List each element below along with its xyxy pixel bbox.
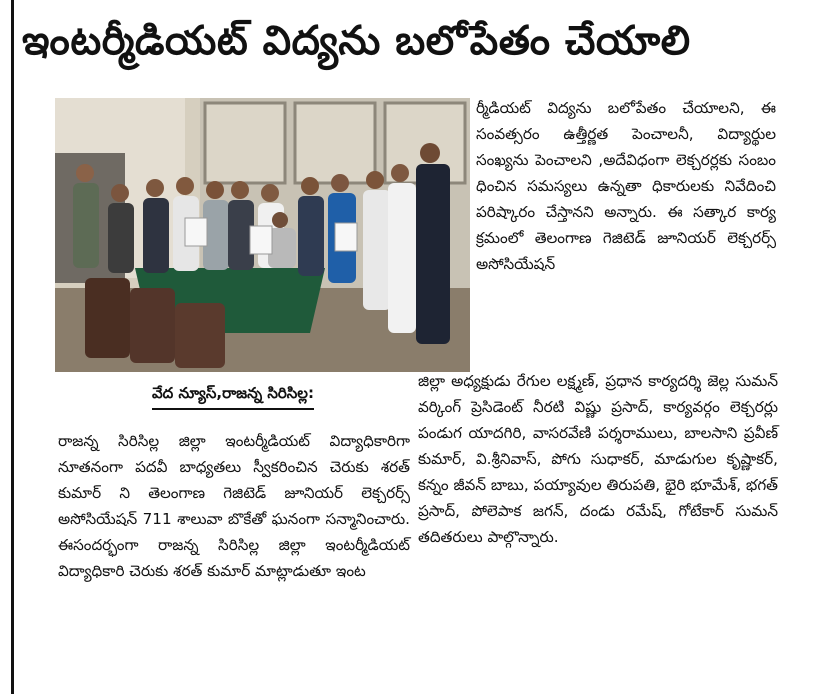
body-text-left: రాజన్న సిరిసిల్ల జిల్లా ఇంటర్మీడియట్ విద్యాధికారిగా నూతనంగా పదవీ బాధ్యతలు స్వీకరించిన చెరుకు శరత్ కుమార్ ని తెలంగాణ గెజిటెడ్ జూనియర్ లెక్చరర్స్ అసోసియేషన్ 711 శాలువా బొకేతో ఘనంగా సన్మానించారు. ఈసందర్భంగా రాజన్న సిరిసిల్ల జిల్లా ఇంటర్మీడియట్ విద్యాధికారి చెరుకు శరత్ కుమార్ మాట్లాడుతూ ఇంట: [58, 432, 410, 580]
article-photo: [55, 98, 470, 372]
body-column-right-top: [476, 95, 776, 277]
group-photo-illustration: [55, 98, 470, 372]
body-text-right-top: ర్మీడియట్ విద్యను బలోపేతం చేయాలని, ఈ సంవత్సరం ఉత్తీర్ణత పెంచాలనీ, విద్యార్థుల సంఖ్యను పెంచాలని ,అదేవిధంగా లెక్చరర్లకు సంబం ధించిన సమస్యలు ఉన్నతా ధికారులకు నివేదించి పరిష్కారం చేస్తానని అన్నారు. ఈ సత్కార కార్య క్రమంలో తెలంగాణ గెజిటెడ్ జూనియర్ లెక్చరర్స్ అసోసియేషన్: [476, 99, 776, 273]
body-column-right-bottom: [418, 368, 778, 550]
dateline: వేద న్యూస్,రాజన్న సిరిసిల్ల:: [152, 384, 314, 410]
body-text-right-bottom: జిల్లా అధ్యక్షుడు రేగుల లక్ష్మణ్, ప్రధాన కార్యదర్శి జెల్ల సుమన్ వర్కింగ్ ప్రెసిడెంట్ నీరటి విష్ణు ప్రసాద్, కార్యవర్గం లెక్చరర్లు పండుగ యాదగిరి, వాసరవేణి పర్శరాములు, బాలసాని ప్రవీణ్ కుమార్, వి.శ్రీనివాస్, పోగు సుధాకర్, మాడుగుల కృష్ణాకర్, కన్నం జీవన్ బాబు, పయ్యావుల తిరుపతి, భైరి భూమేశ్, భగత్ ప్రసాద్, పోలెపాక జగన్, దండు రమేష్, గోటేకార్ సుమన్ తదితరులు పాల్గొన్నారు.: [418, 372, 778, 546]
column-rule: [11, 0, 14, 694]
body-column-left: [58, 428, 410, 584]
article-headline: ఇంటర్మీడియట్ విద్యను బలోపేతం చేయాలి: [22, 18, 691, 64]
